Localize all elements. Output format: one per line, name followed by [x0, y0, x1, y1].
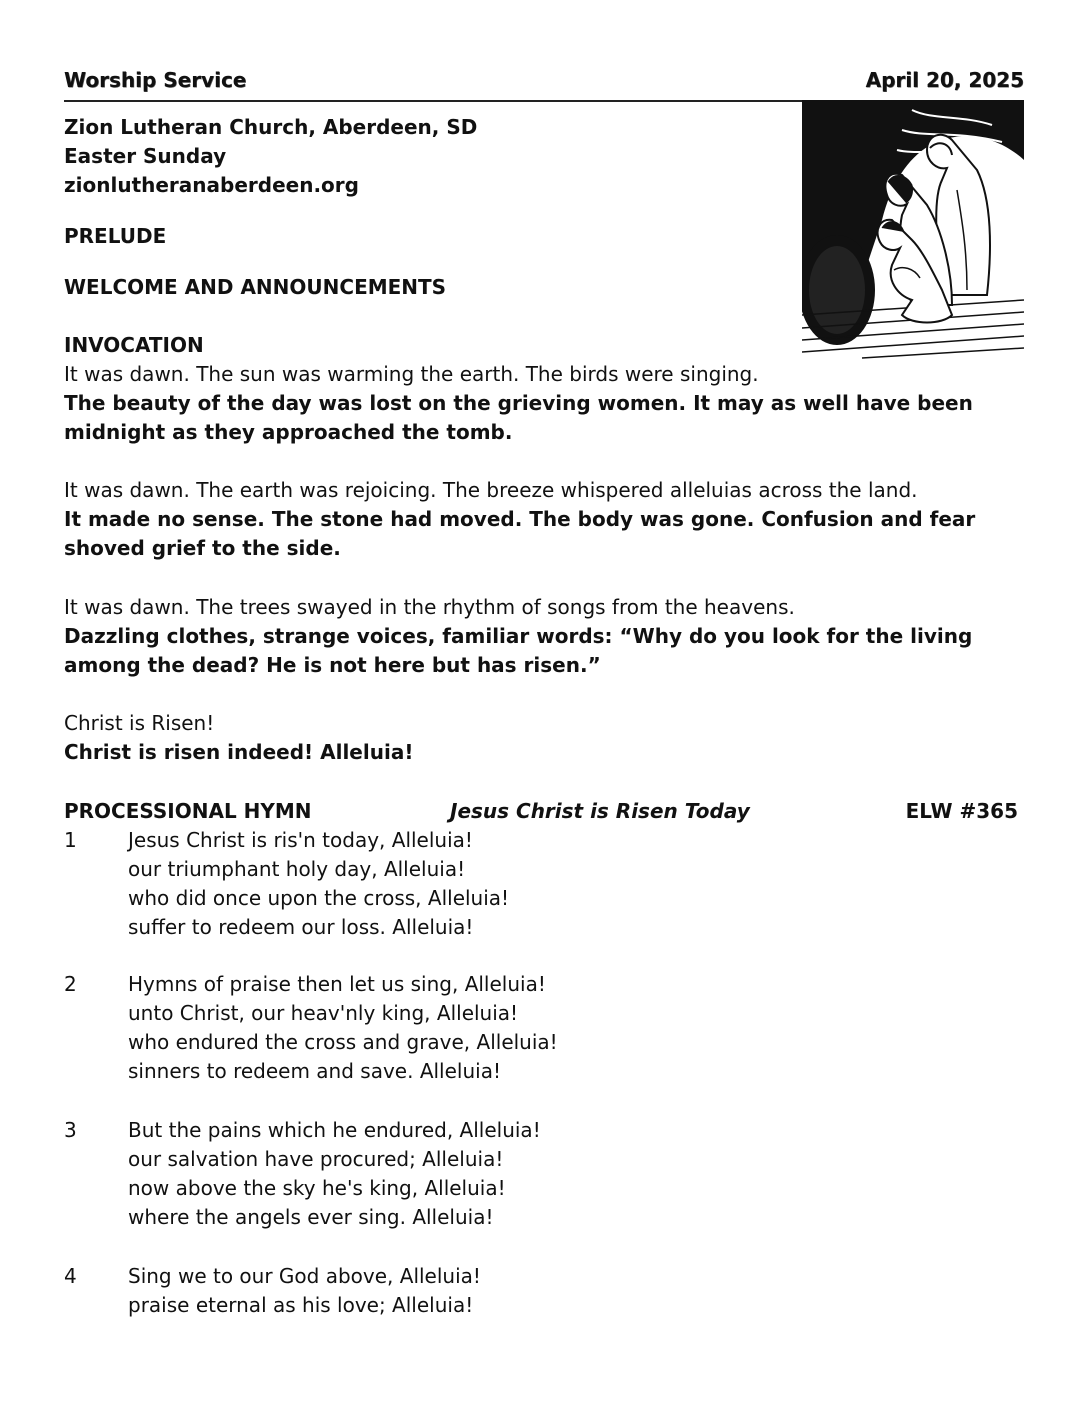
- verse-line: Jesus Christ is ris'n today, Alleluia!: [128, 828, 473, 852]
- verse-number: 4: [64, 1264, 77, 1288]
- invocation-leader-4: Christ is Risen!: [64, 711, 215, 735]
- verse-line: who did once upon the cross, Alleluia!: [128, 886, 510, 910]
- verse-number: 2: [64, 972, 77, 996]
- church-info: [64, 113, 784, 200]
- invocation-leader-2: It was dawn. The earth was rejoicing. The breeze whispered alleluias across the land.: [64, 478, 918, 502]
- verse-line: suffer to redeem our loss. Alleluia!: [128, 915, 474, 939]
- header-title: Worship Service: [64, 68, 247, 92]
- invocation-people-4: Christ is risen indeed! Alleluia!: [64, 740, 414, 764]
- invocation-leader-3: It was dawn. The trees swayed in the rhythm of songs from the heavens.: [64, 595, 795, 619]
- verse-line: our salvation have procured; Alleluia!: [128, 1147, 504, 1171]
- invocation-heading: INVOCATION: [64, 333, 204, 357]
- church-name: Zion Lutheran Church, Aberdeen, SD: [64, 115, 478, 139]
- verse-number: 1: [64, 828, 77, 852]
- verse-number: 3: [64, 1118, 77, 1142]
- hymn-number: ELW #365: [905, 799, 1018, 823]
- verse-line: now above the sky he's king, Alleluia!: [128, 1176, 506, 1200]
- invocation-part-3: [64, 593, 1024, 680]
- verse-line: sinners to redeem and save. Alleluia!: [128, 1059, 501, 1083]
- invocation-people-3: Dazzling clothes, strange voices, familiar words: “Why do you look for the living among the dead? He is not here but has risen.”: [64, 624, 973, 677]
- verse-line: unto Christ, our heav'nly king, Alleluia!: [128, 1001, 519, 1025]
- verse-line: who endured the cross and grave, Alleluia!: [128, 1030, 558, 1054]
- verse-line: Sing we to our God above, Alleluia!: [128, 1264, 481, 1288]
- invocation-leader-1: It was dawn. The sun was warming the earth. The birds were singing.: [64, 362, 759, 386]
- invocation-part-2: [64, 476, 1024, 563]
- occasion: Easter Sunday: [64, 144, 227, 168]
- invocation-people-2: It made no sense. The stone had moved. The body was gone. Confusion and fear shoved grief to the side.: [64, 507, 976, 560]
- verse-line: our triumphant holy day, Alleluia!: [128, 857, 466, 881]
- hymn-title: Jesus Christ is Risen Today: [450, 799, 750, 823]
- verse-line: But the pains which he endured, Alleluia!: [128, 1118, 541, 1142]
- empty-tomb-illustration: [802, 100, 1024, 360]
- prelude-label: PRELUDE: [64, 224, 167, 248]
- verse-line: Hymns of praise then let us sing, Alleluia!: [128, 972, 546, 996]
- invocation-part-4: [64, 709, 1024, 767]
- website: zionlutheranaberdeen.org: [64, 173, 359, 197]
- header-date: April 20, 2025: [865, 68, 1024, 92]
- hymn-label: PROCESSIONAL HYMN: [64, 799, 312, 823]
- verse-line: praise eternal as his love; Alleluia!: [128, 1293, 474, 1317]
- welcome-label: WELCOME AND ANNOUNCEMENTS: [64, 275, 447, 299]
- hymn-heading: [64, 797, 1024, 826]
- verse-line: where the angels ever sing. Alleluia!: [128, 1205, 494, 1229]
- page-header: [64, 66, 1024, 102]
- invocation-people-1: The beauty of the day was lost on the grieving women. It may as well have been midnight as they approached the tomb.: [64, 391, 973, 444]
